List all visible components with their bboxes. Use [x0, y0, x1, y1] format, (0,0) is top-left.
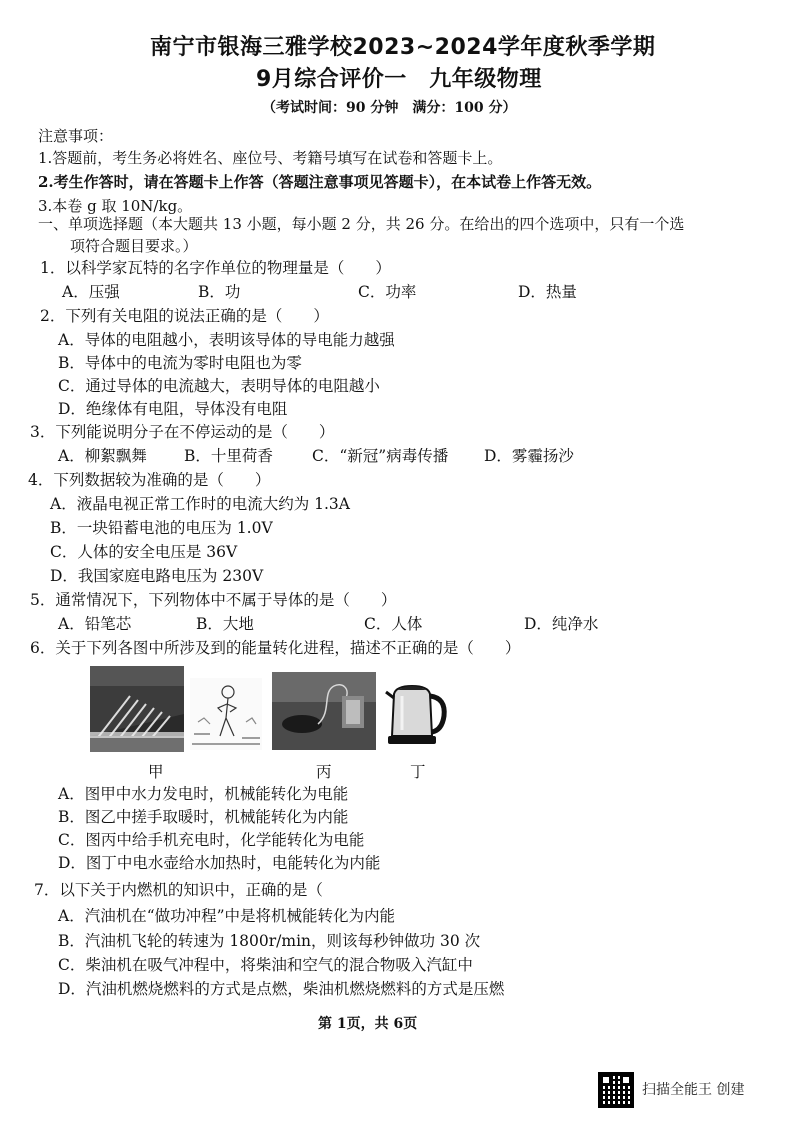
- question-6-option-d: D．图丁中电水壶给水加热时，电能转化为内能: [58, 854, 381, 872]
- question-6-stem: 6．关于下列各图中所涉及到的能量转化进程，描述不正确的是（ ）: [30, 639, 521, 657]
- figure-label-ding: 丁: [410, 763, 426, 781]
- question-6-option-c: C．图丙中给手机充电时，化学能转化为电能: [58, 831, 365, 849]
- question-2-option-c: C．通过导体的电流越大，表明导体的电阻越小: [58, 377, 380, 395]
- page-number: 第 1页，共 6页: [318, 1016, 418, 1032]
- question-6-option-b: B．图乙中搓手取暖时，机械能转化为内能: [58, 808, 349, 826]
- exam-title-line1: 南宁市银海三雅学校2023~2024学年度秋季学期: [150, 35, 656, 60]
- figure-electric-kettle-image: [384, 676, 450, 748]
- figure-label-jia: 甲: [148, 763, 164, 781]
- note-item-1: 1.答题前，考生务必将姓名、座位号、考籍号填写在试卷和答题卡上。: [38, 149, 503, 167]
- question-7-option-c: C．柴油机在吸气冲程中，将柴油和空气的混合物吸入汽缸中: [58, 956, 473, 974]
- question-1-option-a: A．压强: [62, 283, 120, 301]
- question-5-option-d: D．纯净水: [524, 615, 599, 633]
- question-3-option-d: D．雾霾扬沙: [484, 447, 574, 465]
- question-5-option-a: A．铅笔芯: [58, 615, 132, 633]
- question-2-option-d: D．绝缘体有电阻，导体没有电阻: [58, 400, 288, 418]
- question-6-option-a: A．图甲中水力发电时，机械能转化为电能: [58, 785, 349, 803]
- section-heading-line1: 一、单项选择题（本大题共 13 小题，每小题 2 分，共 26 分。在给出的四个选项中，只有一个选: [38, 215, 685, 233]
- question-1-option-d: D．热量: [518, 283, 577, 301]
- question-3-option-a: A．柳絮飘舞: [58, 447, 147, 465]
- question-3-option-c: C．“新冠”病毒传播: [312, 447, 449, 465]
- figure-phone-charging-image: [272, 672, 376, 750]
- question-5-stem: 5．通常情况下，下列物体中不属于导体的是（ ）: [30, 591, 397, 609]
- notes-heading: 注意事项：: [38, 127, 114, 145]
- question-7-option-a: A．汽油机在“做功冲程”中是将机械能转化为内能: [58, 907, 396, 925]
- question-4-option-a: A．液晶电视正常工作时的电流大约为 1.3A: [50, 495, 350, 513]
- scanner-watermark: 扫描全能王 创建: [642, 1082, 745, 1098]
- question-4-option-b: B．一块铅蓄电池的电压为 1.0V: [50, 519, 273, 537]
- section-heading-line2: 项符合题目要求。）: [70, 237, 198, 255]
- question-2-stem: 2．下列有关电阻的说法正确的是（ ）: [40, 307, 329, 325]
- question-1-option-c: C．功率: [358, 283, 417, 301]
- note-item-3: 3.本卷 g 取 10N/kg。: [38, 197, 193, 215]
- question-1-option-b: B．功: [198, 283, 241, 301]
- question-2-option-a: A．导体的电阻越小，表明该导体的导电能力越强: [58, 331, 395, 349]
- question-3-stem: 3．下列能说明分子在不停运动的是（ ）: [30, 423, 335, 441]
- question-2-option-b: B．导体中的电流为零时电阻也为零: [58, 354, 302, 372]
- figure-label-bing: 丙: [316, 763, 332, 781]
- question-7-stem: 7．以下关于内燃机的知识中，正确的是（: [34, 881, 323, 899]
- figure-rub-hands-image: [190, 678, 262, 750]
- question-3-option-b: B．十里荷香: [184, 447, 273, 465]
- question-5-option-b: B．大地: [196, 615, 254, 633]
- exam-info: （考试时间：90 分钟 满分：100 分）: [262, 100, 517, 116]
- question-4-stem: 4．下列数据较为准确的是（ ）: [28, 471, 271, 489]
- question-1-stem: 1．以科学家瓦特的名字作单位的物理量是（ ）: [40, 259, 391, 277]
- figure-hydropower-image: [90, 666, 184, 752]
- exam-title-line2: 9月综合评价一 九年级物理: [256, 67, 542, 92]
- question-4-option-c: C．人体的安全电压是 36V: [50, 543, 238, 561]
- question-7-option-b: B．汽油机飞轮的转速为 1800r/min，则该每秒钟做功 30 次: [58, 932, 481, 950]
- question-7-option-d: D．汽油机燃烧燃料的方式是点燃，柴油机燃烧燃料的方式是压燃: [58, 980, 505, 998]
- question-4-option-d: D．我国家庭电路电压为 230V: [50, 567, 264, 585]
- qr-code-icon: [598, 1072, 634, 1108]
- question-5-option-c: C．人体: [364, 615, 423, 633]
- note-item-2: 2.考生作答时，请在答题卡上作答（答题注意事项见答题卡），在本试卷上作答无效。: [38, 173, 602, 191]
